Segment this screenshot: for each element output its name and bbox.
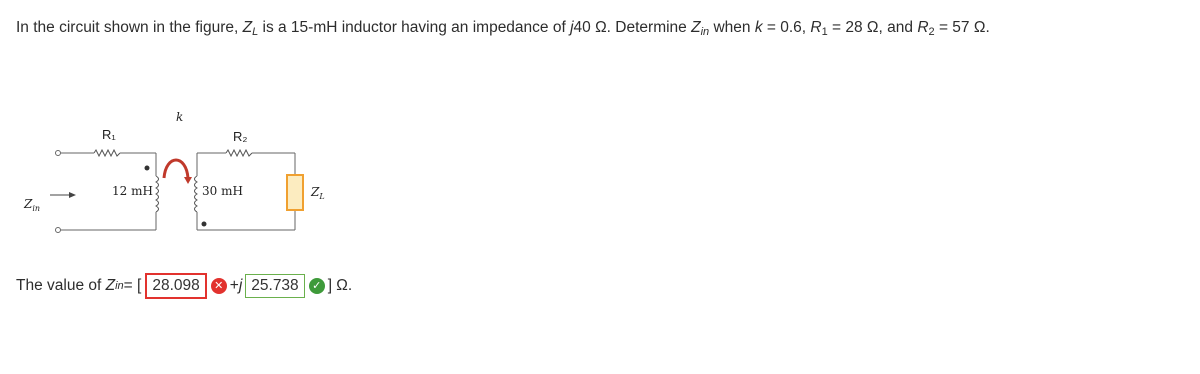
label-zl: $Z_L$ <box>311 185 325 201</box>
imaginary-part-input[interactable]: 25.738 <box>245 274 304 298</box>
incorrect-icon: ✕ <box>211 278 227 294</box>
circuit-figure <box>14 100 325 250</box>
question-segment: 40 Ω. Determine <box>573 19 692 36</box>
resistor-r1 <box>94 150 120 156</box>
label-12mh: 12 mH <box>112 184 153 198</box>
correct-check-icon: ✓ <box>309 278 325 294</box>
var-z: Z <box>242 19 253 36</box>
var-k: k <box>754 19 763 36</box>
inductor-30mh <box>195 176 198 212</box>
var-sub: 2 <box>928 26 935 38</box>
inductor-12mh <box>156 176 159 212</box>
question-segment: = 0.6, <box>762 19 811 36</box>
var-sub: 1 <box>821 26 828 38</box>
answer-prefix: The value of <box>16 277 102 294</box>
var-j: j <box>570 19 574 36</box>
label-zin: $Z_{in}$ <box>24 197 41 213</box>
answer-plus: + <box>229 277 239 294</box>
circuit-diagram <box>14 100 325 250</box>
answer-unit: ] Ω. <box>327 277 353 294</box>
var-sub: L <box>252 26 259 38</box>
input-terminal-top <box>56 151 61 156</box>
input-terminal-bottom <box>56 228 61 233</box>
var-r: R <box>810 19 822 36</box>
label-r1: R₁ <box>102 127 116 142</box>
polarity-dot-primary <box>145 166 150 171</box>
var-z: Z <box>105 277 116 294</box>
var-r: R <box>917 19 929 36</box>
var-j: j <box>238 277 243 294</box>
zin-arrow-head <box>69 192 76 198</box>
var-z: Z <box>691 19 701 36</box>
question-segment: = 28 Ω, and <box>827 19 918 36</box>
var-sub: in <box>700 26 710 38</box>
answer-equals: = [ <box>123 277 142 294</box>
load-impedance <box>287 175 303 210</box>
answer-line <box>16 272 352 300</box>
resistor-r2 <box>226 150 252 156</box>
coupling-arrow-head <box>184 177 192 184</box>
question-segment: is a 15-mH inductor having an impedance of <box>258 19 571 36</box>
question-segment: when <box>709 19 755 36</box>
label-k: k <box>176 110 184 124</box>
polarity-dot-secondary <box>202 222 207 227</box>
question-segment: = 57 Ω. <box>934 19 990 36</box>
label-30mh: 30 mH <box>202 184 243 198</box>
real-part-input[interactable]: 28.098 <box>145 273 206 299</box>
coupling-arrow <box>164 160 188 178</box>
var-sub: in <box>115 280 124 292</box>
label-r2: R₂ <box>233 129 248 144</box>
question-segment: In the circuit shown in the figure, <box>16 19 243 36</box>
question-text <box>16 14 1166 46</box>
